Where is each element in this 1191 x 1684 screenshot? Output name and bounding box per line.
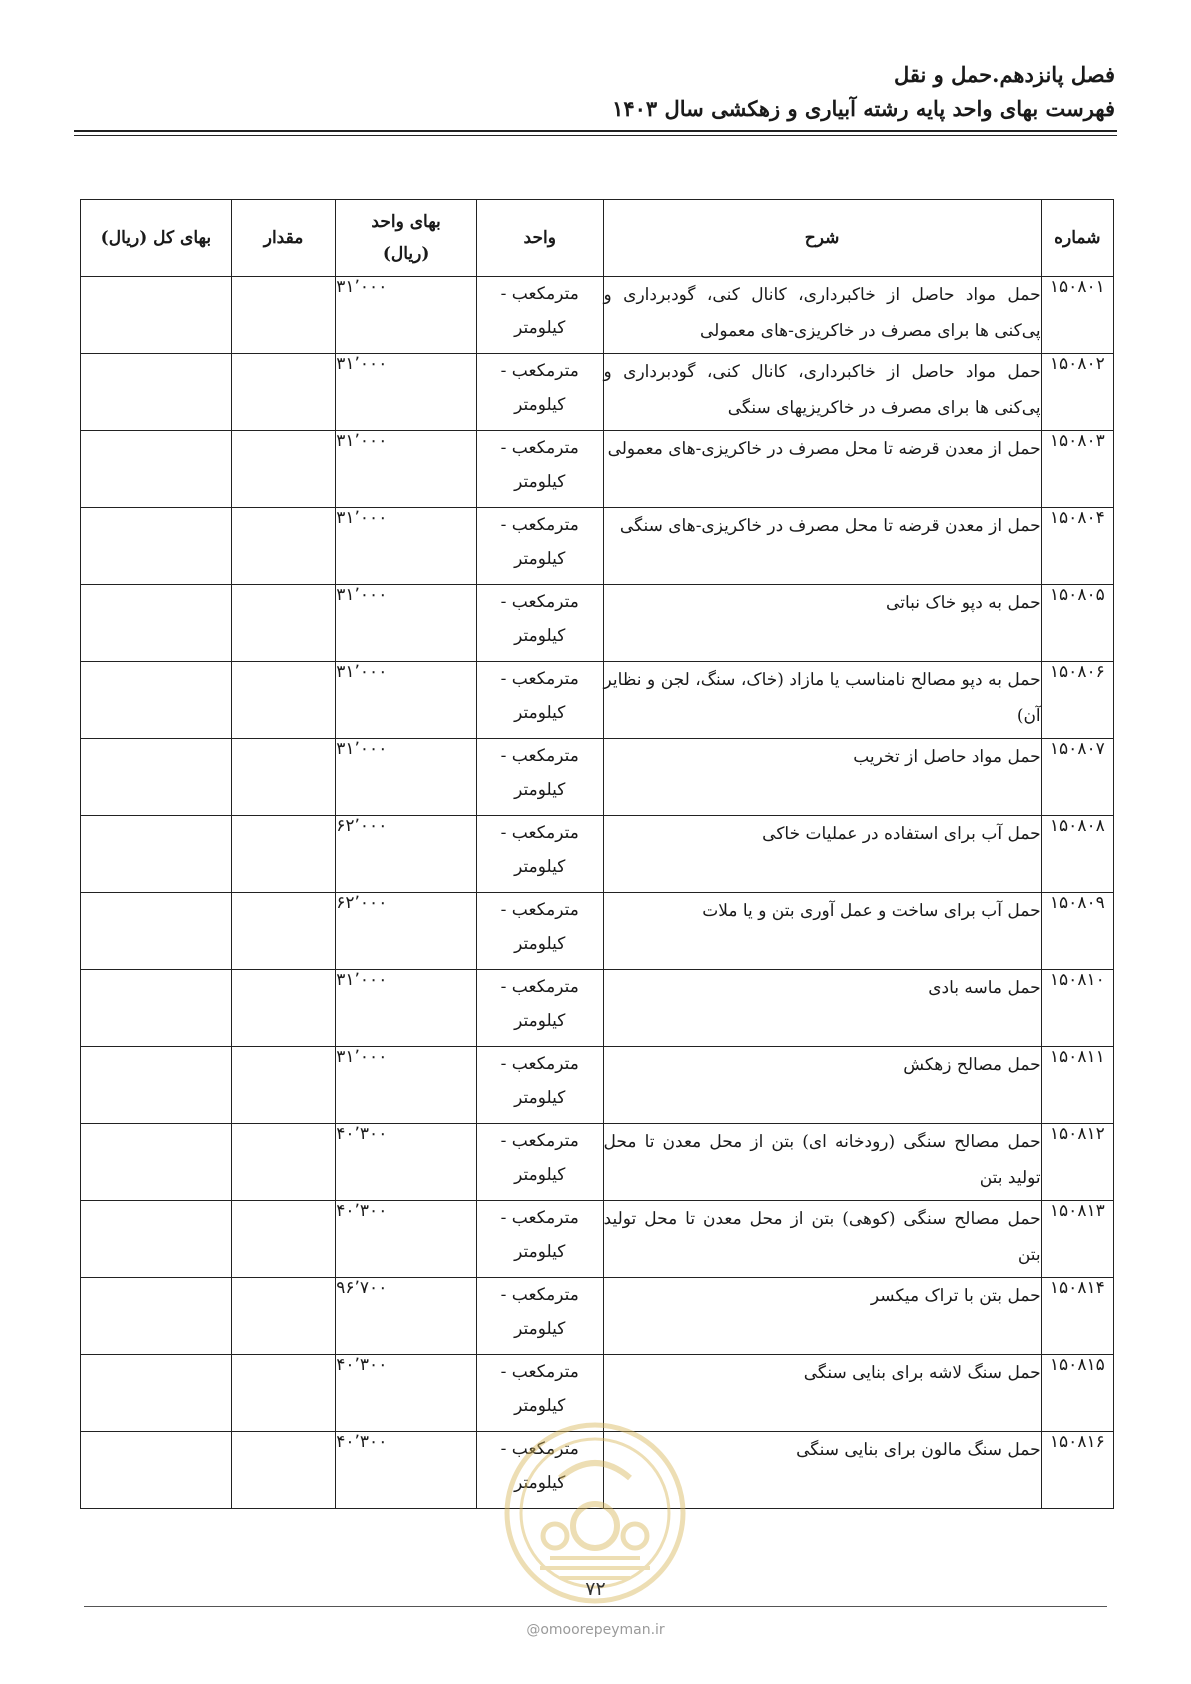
row-quantity xyxy=(231,1124,336,1201)
row-total-price xyxy=(81,1355,232,1432)
row-unit-price: ۳۱٬۰۰۰ xyxy=(336,970,477,1047)
row-description: حمل مصالح زهکش xyxy=(603,1047,1041,1124)
row-total-price xyxy=(81,1047,232,1124)
row-unit-price: ۴۰٬۳۰۰ xyxy=(336,1124,477,1201)
row-quantity xyxy=(231,1432,336,1509)
row-unit-price: ۹۶٬۷۰۰ xyxy=(336,1278,477,1355)
row-quantity xyxy=(231,585,336,662)
row-unit-price: ۳۱٬۰۰۰ xyxy=(336,431,477,508)
row-unit-price: ۳۱٬۰۰۰ xyxy=(336,662,477,739)
row-quantity xyxy=(231,1201,336,1278)
row-quantity xyxy=(231,816,336,893)
table-row xyxy=(81,739,1114,816)
row-number: ۱۵۰۸۱۵ xyxy=(1041,1355,1113,1432)
row-unit: مترمکعب - کیلومتر xyxy=(476,354,603,431)
table-row xyxy=(81,585,1114,662)
row-number: ۱۵۰۸۱۲ xyxy=(1041,1124,1113,1201)
table-row xyxy=(81,431,1114,508)
row-number: ۱۵۰۸۱۴ xyxy=(1041,1278,1113,1355)
row-number: ۱۵۰۸۱۶ xyxy=(1041,1432,1113,1509)
row-total-price xyxy=(81,893,232,970)
row-unit: مترمکعب - کیلومتر xyxy=(476,739,603,816)
row-number: ۱۵۰۸۰۴ xyxy=(1041,508,1113,585)
page-header xyxy=(76,58,1115,126)
chapter-title: فصل پانزدهم.حمل و نقل xyxy=(893,62,1115,87)
row-unit: مترمکعب - کیلومتر xyxy=(476,1047,603,1124)
row-unit-price: ۶۲٬۰۰۰ xyxy=(336,893,477,970)
table-row xyxy=(81,893,1114,970)
row-unit: مترمکعب - کیلومتر xyxy=(476,1278,603,1355)
row-description: حمل از معدن قرضه تا محل مصرف در خاکریزی-های معمولی xyxy=(603,431,1041,508)
row-unit-price: ۴۰٬۳۰۰ xyxy=(336,1432,477,1509)
row-number: ۱۵۰۸۰۳ xyxy=(1041,431,1113,508)
row-description: حمل بتن با تراک میکسر xyxy=(603,1278,1041,1355)
row-unit: مترمکعب - کیلومتر xyxy=(476,508,603,585)
row-total-price xyxy=(81,739,232,816)
table-row xyxy=(81,354,1114,431)
row-unit-price: ۴۰٬۳۰۰ xyxy=(336,1355,477,1432)
row-number: ۱۵۰۸۰۶ xyxy=(1041,662,1113,739)
row-number: ۱۵۰۸۱۰ xyxy=(1041,970,1113,1047)
row-total-price xyxy=(81,508,232,585)
row-quantity xyxy=(231,1355,336,1432)
row-unit: مترمکعب - کیلومتر xyxy=(476,585,603,662)
row-unit-price: ۶۲٬۰۰۰ xyxy=(336,816,477,893)
row-unit-price: ۳۱٬۰۰۰ xyxy=(336,739,477,816)
row-quantity xyxy=(231,739,336,816)
table-row xyxy=(81,508,1114,585)
row-quantity xyxy=(231,893,336,970)
row-unit: مترمکعب - کیلومتر xyxy=(476,431,603,508)
header-unit: واحد xyxy=(476,200,603,277)
row-description: حمل ماسه بادی xyxy=(603,970,1041,1047)
header-unit-price: بهای واحد (ریال) xyxy=(336,200,477,277)
row-unit: مترمکعب - کیلومتر xyxy=(476,816,603,893)
row-total-price xyxy=(81,1124,232,1201)
price-table xyxy=(80,199,1114,1509)
row-quantity xyxy=(231,1047,336,1124)
row-description: حمل مواد حاصل از تخریب xyxy=(603,739,1041,816)
row-description: حمل مواد حاصل از خاکبرداری، کانال کنی، گودبرداری و پی‌کنی ها برای مصرف در خاکریزی-های معمولی xyxy=(603,277,1041,354)
row-quantity xyxy=(231,662,336,739)
row-total-price xyxy=(81,1278,232,1355)
table-row xyxy=(81,970,1114,1047)
table-row xyxy=(81,1278,1114,1355)
row-unit: مترمکعب - کیلومتر xyxy=(476,277,603,354)
row-unit-price: ۳۱٬۰۰۰ xyxy=(336,277,477,354)
row-unit: مترمکعب - کیلومتر xyxy=(476,1124,603,1201)
row-quantity xyxy=(231,354,336,431)
row-total-price xyxy=(81,816,232,893)
row-total-price xyxy=(81,354,232,431)
row-unit: مترمکعب - کیلومتر xyxy=(476,1432,603,1509)
table-row xyxy=(81,816,1114,893)
row-total-price xyxy=(81,431,232,508)
row-number: ۱۵۰۸۰۱ xyxy=(1041,277,1113,354)
row-unit: مترمکعب - کیلومتر xyxy=(476,970,603,1047)
header-rule-thick xyxy=(74,130,1117,132)
page-number: ۷۲ xyxy=(585,1578,606,1600)
list-title: فهرست بهای واحد پایه رشته آبیاری و زهکشی سال ۱۴۰۳ xyxy=(612,96,1115,121)
table-header-row xyxy=(81,200,1114,277)
row-total-price xyxy=(81,1432,232,1509)
row-quantity xyxy=(231,1278,336,1355)
row-description: حمل سنگ لاشه برای بنایی سنگی xyxy=(603,1355,1041,1432)
header-number: شماره xyxy=(1041,200,1113,277)
row-description: حمل مصالح سنگی (کوهی) بتن از محل معدن تا محل تولید بتن xyxy=(603,1201,1041,1278)
website-watermark: @omoorepeyman.ir xyxy=(526,1622,665,1638)
footer-rule xyxy=(84,1606,1107,1607)
row-description: حمل مصالح سنگی (رودخانه ای) بتن از محل معدن تا محل تولید بتن xyxy=(603,1124,1041,1201)
row-unit-price: ۳۱٬۰۰۰ xyxy=(336,354,477,431)
row-unit-price: ۳۱٬۰۰۰ xyxy=(336,508,477,585)
row-description: حمل به دپو مصالح نامناسب یا مازاد (خاک، سنگ، لجن و نظایر آن) xyxy=(603,662,1041,739)
row-total-price xyxy=(81,970,232,1047)
table-row xyxy=(81,662,1114,739)
row-quantity xyxy=(231,431,336,508)
row-number: ۱۵۰۸۱۱ xyxy=(1041,1047,1113,1124)
table-row xyxy=(81,1124,1114,1201)
row-number: ۱۵۰۸۰۸ xyxy=(1041,816,1113,893)
row-description: حمل مواد حاصل از خاکبرداری، کانال کنی، گودبرداری و پی‌کنی ها برای مصرف در خاکریزیهای سنگی xyxy=(603,354,1041,431)
row-number: ۱۵۰۸۰۵ xyxy=(1041,585,1113,662)
row-quantity xyxy=(231,277,336,354)
row-description: حمل به دپو خاک نباتی xyxy=(603,585,1041,662)
row-unit-price: ۴۰٬۳۰۰ xyxy=(336,1201,477,1278)
row-quantity xyxy=(231,508,336,585)
header-total-price: بهای کل (ریال) xyxy=(81,200,232,277)
row-description: حمل از معدن قرضه تا محل مصرف در خاکریزی-های سنگی xyxy=(603,508,1041,585)
header-quantity: مقدار xyxy=(231,200,336,277)
table-row xyxy=(81,1201,1114,1278)
row-quantity xyxy=(231,970,336,1047)
row-description: حمل آب برای استفاده در عملیات خاکی xyxy=(603,816,1041,893)
header-description: شرح xyxy=(603,200,1041,277)
row-unit: مترمکعب - کیلومتر xyxy=(476,1355,603,1432)
row-number: ۱۵۰۸۰۲ xyxy=(1041,354,1113,431)
row-unit: مترمکعب - کیلومتر xyxy=(476,1201,603,1278)
row-unit-price: ۳۱٬۰۰۰ xyxy=(336,1047,477,1124)
row-total-price xyxy=(81,277,232,354)
row-unit-price: ۳۱٬۰۰۰ xyxy=(336,585,477,662)
row-total-price xyxy=(81,585,232,662)
row-description: حمل آب برای ساخت و عمل آوری بتن و یا ملات xyxy=(603,893,1041,970)
row-number: ۱۵۰۸۰۷ xyxy=(1041,739,1113,816)
row-description: حمل سنگ مالون برای بنایی سنگی xyxy=(603,1432,1041,1509)
header-rule-thin xyxy=(74,135,1117,136)
row-unit: مترمکعب - کیلومتر xyxy=(476,662,603,739)
row-unit: مترمکعب - کیلومتر xyxy=(476,893,603,970)
table-row xyxy=(81,277,1114,354)
row-number: ۱۵۰۸۱۳ xyxy=(1041,1201,1113,1278)
row-number: ۱۵۰۸۰۹ xyxy=(1041,893,1113,970)
table-row xyxy=(81,1047,1114,1124)
row-total-price xyxy=(81,662,232,739)
row-total-price xyxy=(81,1201,232,1278)
